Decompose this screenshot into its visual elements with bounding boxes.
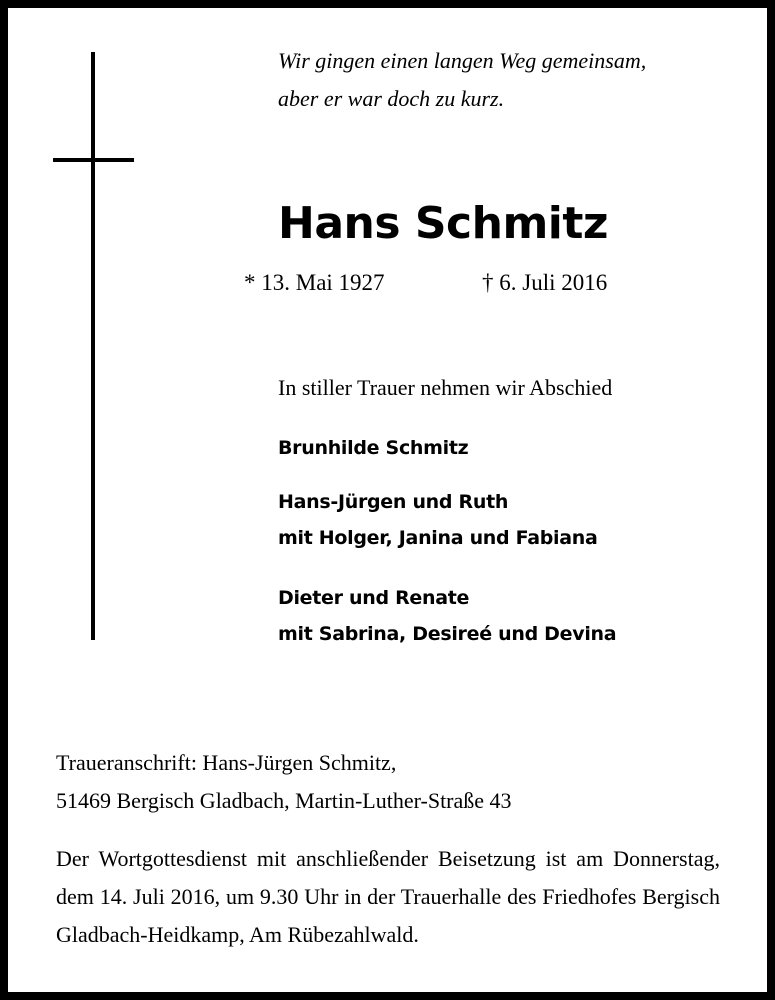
cross-horizontal-bar bbox=[53, 158, 134, 162]
quote-line-2: aber er war doch zu kurz. bbox=[278, 86, 505, 111]
mourner-group bbox=[278, 580, 616, 652]
cross-vertical-bar bbox=[91, 52, 95, 640]
service-announcement: Der Wortgottesdienst mit anschließender Beisetzung ist am Donnerstag, dem 14. Juli 2016, um 9.30 Uhr in der Trauerhalle des Friedhofes Bergisch Gladbach-Heidkamp, Am Rübezahlwald. bbox=[56, 846, 720, 947]
mourner-line: Dieter und Renate bbox=[278, 587, 470, 609]
mourner-line: mit Sabrina, Desireé und Devina bbox=[278, 623, 617, 645]
address-line-1: Traueranschrift: Hans-Jürgen Schmitz, bbox=[56, 750, 397, 775]
mourner-line: Brunhilde Schmitz bbox=[278, 437, 469, 459]
memorial-quote bbox=[278, 42, 748, 118]
address-line-2: 51469 Bergisch Gladbach, Martin-Luther-Straße 43 bbox=[56, 788, 512, 813]
mourning-address bbox=[56, 744, 512, 820]
quote-line-1: Wir gingen einen langen Weg gemeinsam, bbox=[278, 48, 647, 73]
birth-date: * 13. Mai 1927 bbox=[244, 270, 385, 295]
deceased-name: Hans Schmitz bbox=[278, 198, 609, 249]
mourning-intro: In stiller Trauer nehmen wir Abschied bbox=[278, 375, 613, 400]
death-date: † 6. Juli 2016 bbox=[482, 270, 608, 295]
mourner-line: Hans-Jürgen und Ruth bbox=[278, 491, 509, 513]
mourner-group bbox=[278, 484, 598, 556]
mourner-line: mit Holger, Janina und Fabiana bbox=[278, 527, 598, 549]
mourner-group bbox=[278, 430, 468, 466]
